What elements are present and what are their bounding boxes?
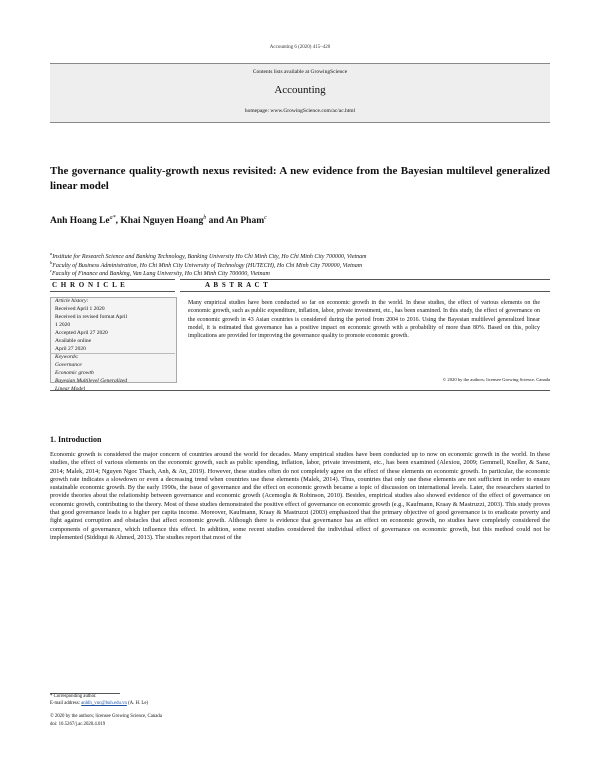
email-link[interactable]: anhlh_vnc@buh.edu.vn [81,701,127,706]
keyword-item: Governance [55,362,82,368]
author-affiliation-mark: a* [109,215,116,221]
doi[interactable]: doi: 10.5267/j.ac.2020.4.019 [50,722,106,727]
abstract-rule [180,279,550,280]
author-separator: and [206,216,226,227]
affiliation-mark: a [50,251,53,256]
affiliation [50,268,570,277]
chronicle-rule [50,291,175,292]
journal-header [50,63,550,123]
author-name: Anh Hoang Le [50,216,110,227]
contents-line: Contents lists available at GrowingScience [252,69,348,75]
history-item: Received in revised format April [55,314,128,320]
abstract-bottom-rule [50,390,550,391]
author-affiliation-mark: c [264,215,267,221]
keyword-item: Linear Model [55,386,86,392]
abstract-heading: A B S T R A C T [205,281,269,289]
email-footnote [50,701,148,706]
history-item: Available online [55,338,92,344]
abstract-box [180,297,550,389]
section-heading-introduction: 1. Introduction [50,435,102,444]
affiliation [50,251,570,260]
author-name: Khai Nguyen Hoang [120,216,204,227]
chronicle-rule [50,279,175,280]
email-owner: (A. H. Le) [126,701,149,706]
paper-title: The governance quality-growth nexus revisited: A new evidence from the Bayesian multilevel generalized linear model [50,165,550,192]
journal-homepage[interactable]: homepage: www.GrowingScience.com/ac/ac.html [244,108,356,114]
history-item: Accepted April 27 2020 [55,330,108,336]
chronicle-heading: C H R O N I C L E [52,281,126,289]
affiliation-text: Institute for Research Science and Banking Technology, Banking University Ho Chi Minh City, Ho Chi Minh City 700000, Vietnam [52,254,367,260]
author-list [50,215,267,226]
corresponding-author-note: * Corresponding author. [50,694,97,699]
history-label: Article history: [55,298,89,304]
keyword-item: Economic growth [55,370,94,376]
journal-title: Accounting [274,84,326,96]
history-item: 1 2020 [55,322,71,328]
affiliation-mark: b [50,260,53,265]
running-head: Accounting 6 (2020) 415–420 [269,45,331,50]
keywords-label: Keywords: [55,354,79,360]
abstract-copyright: © 2020 by the authors; licensee Growing Science, Canada [442,377,550,382]
introduction-text: Economic growth is considered the major concern of countries around the world for decades. Many empirical studies have been conducted up to now on economic growth in the world. In these studies, the effect of various elements on the economic growth, such as public spending, inflation, labor, private investment, etc., has been examined (Alexiou, 2009; Gemmell, Kneller, & Sanz, 2014; Malek, 2014; Nguyen Ngoc Thach, Anh, & An, 2019). However, these studies often do not completely agree on the effect of these elements on economic growth. In particular, the economic growth rate indicates a slowdown or even a decreasing trend when countries use these elements (Malek, 2014). Thus, countries that only use these elements are not sufficient in order to ensure sustainable economic growth. By the early 1990s, the issue of governance and the effect on economic growth became a topic of discussion on international levels. Later, the researchers started to provide theories about the relationship between governance and economic growth (Acemoglu & Robinson, 2010). Besides, empirical studies also showed evidence of the effect of governance on economic growth, contributing to the theory. Most of these studies demonstrated the positive effect of governance on economic growth (e.g., Kaufmann, Kraay & Mastruzzi, 2003). This study proves that good governance leads to a higher per capita income. Moreover, Kaufmann, Kraay & Mastruzzi (2003) emphasized that the primary objective of good governance is to eradicate poverty and fight against corruption and obstacles that affect economic growth. Although there is evidence that governance has an effect on economic growth, no studies have completely considered the components of governance, which influence this effect. In addition, some recent studies considered the individual effect of governance on economic growth, but this method could not be implemented (Siddiqui & Ahmed, 2013). The studies report that most of the [50,451,551,541]
abstract-rule [180,291,550,292]
author-affiliation-mark: b [203,215,207,221]
author-separator: , [115,216,121,227]
affiliation-mark: c [50,268,52,273]
keyword-item: Bayesian Multilevel Generalized [55,378,128,384]
author-name: An Pham [225,216,265,227]
affiliation-text: Faculty of Business Administration, Ho Chi Minh City University of Technology (HUTECH), Ho Chi Minh City 700000, Vietnam [52,263,363,269]
footer-copyright: © 2020 by the authors; licensee Growing Science, Canada [50,714,162,719]
abstract-text: Many empirical studies have been conducted so far on economic growth in the world. In these studies, the effect of various elements on the economic growth, such as public expenditure, inflation, labor, private investment, etc., has been examined. In this study, the effect of governance on the economic growth in 43 Asian countries is considered during the period from 2004 to 2016. Using the Bayesian multilevel generalized linear model, it is estimated that governance has a positive impact on economic growth with a probability of more than 80%. Based on this, policy implications are provided for improving the governance quality to promote economic growth. [188,300,540,340]
affiliation-text: Faculty of Finance and Banking, Van Lang University, Ho Chi Minh City 700000, Vietnam [52,271,270,277]
email-label: E-mail address: [50,701,82,706]
history-item: Received April 1 2020 [55,306,105,312]
history-item: April 27 2020 [55,346,86,352]
